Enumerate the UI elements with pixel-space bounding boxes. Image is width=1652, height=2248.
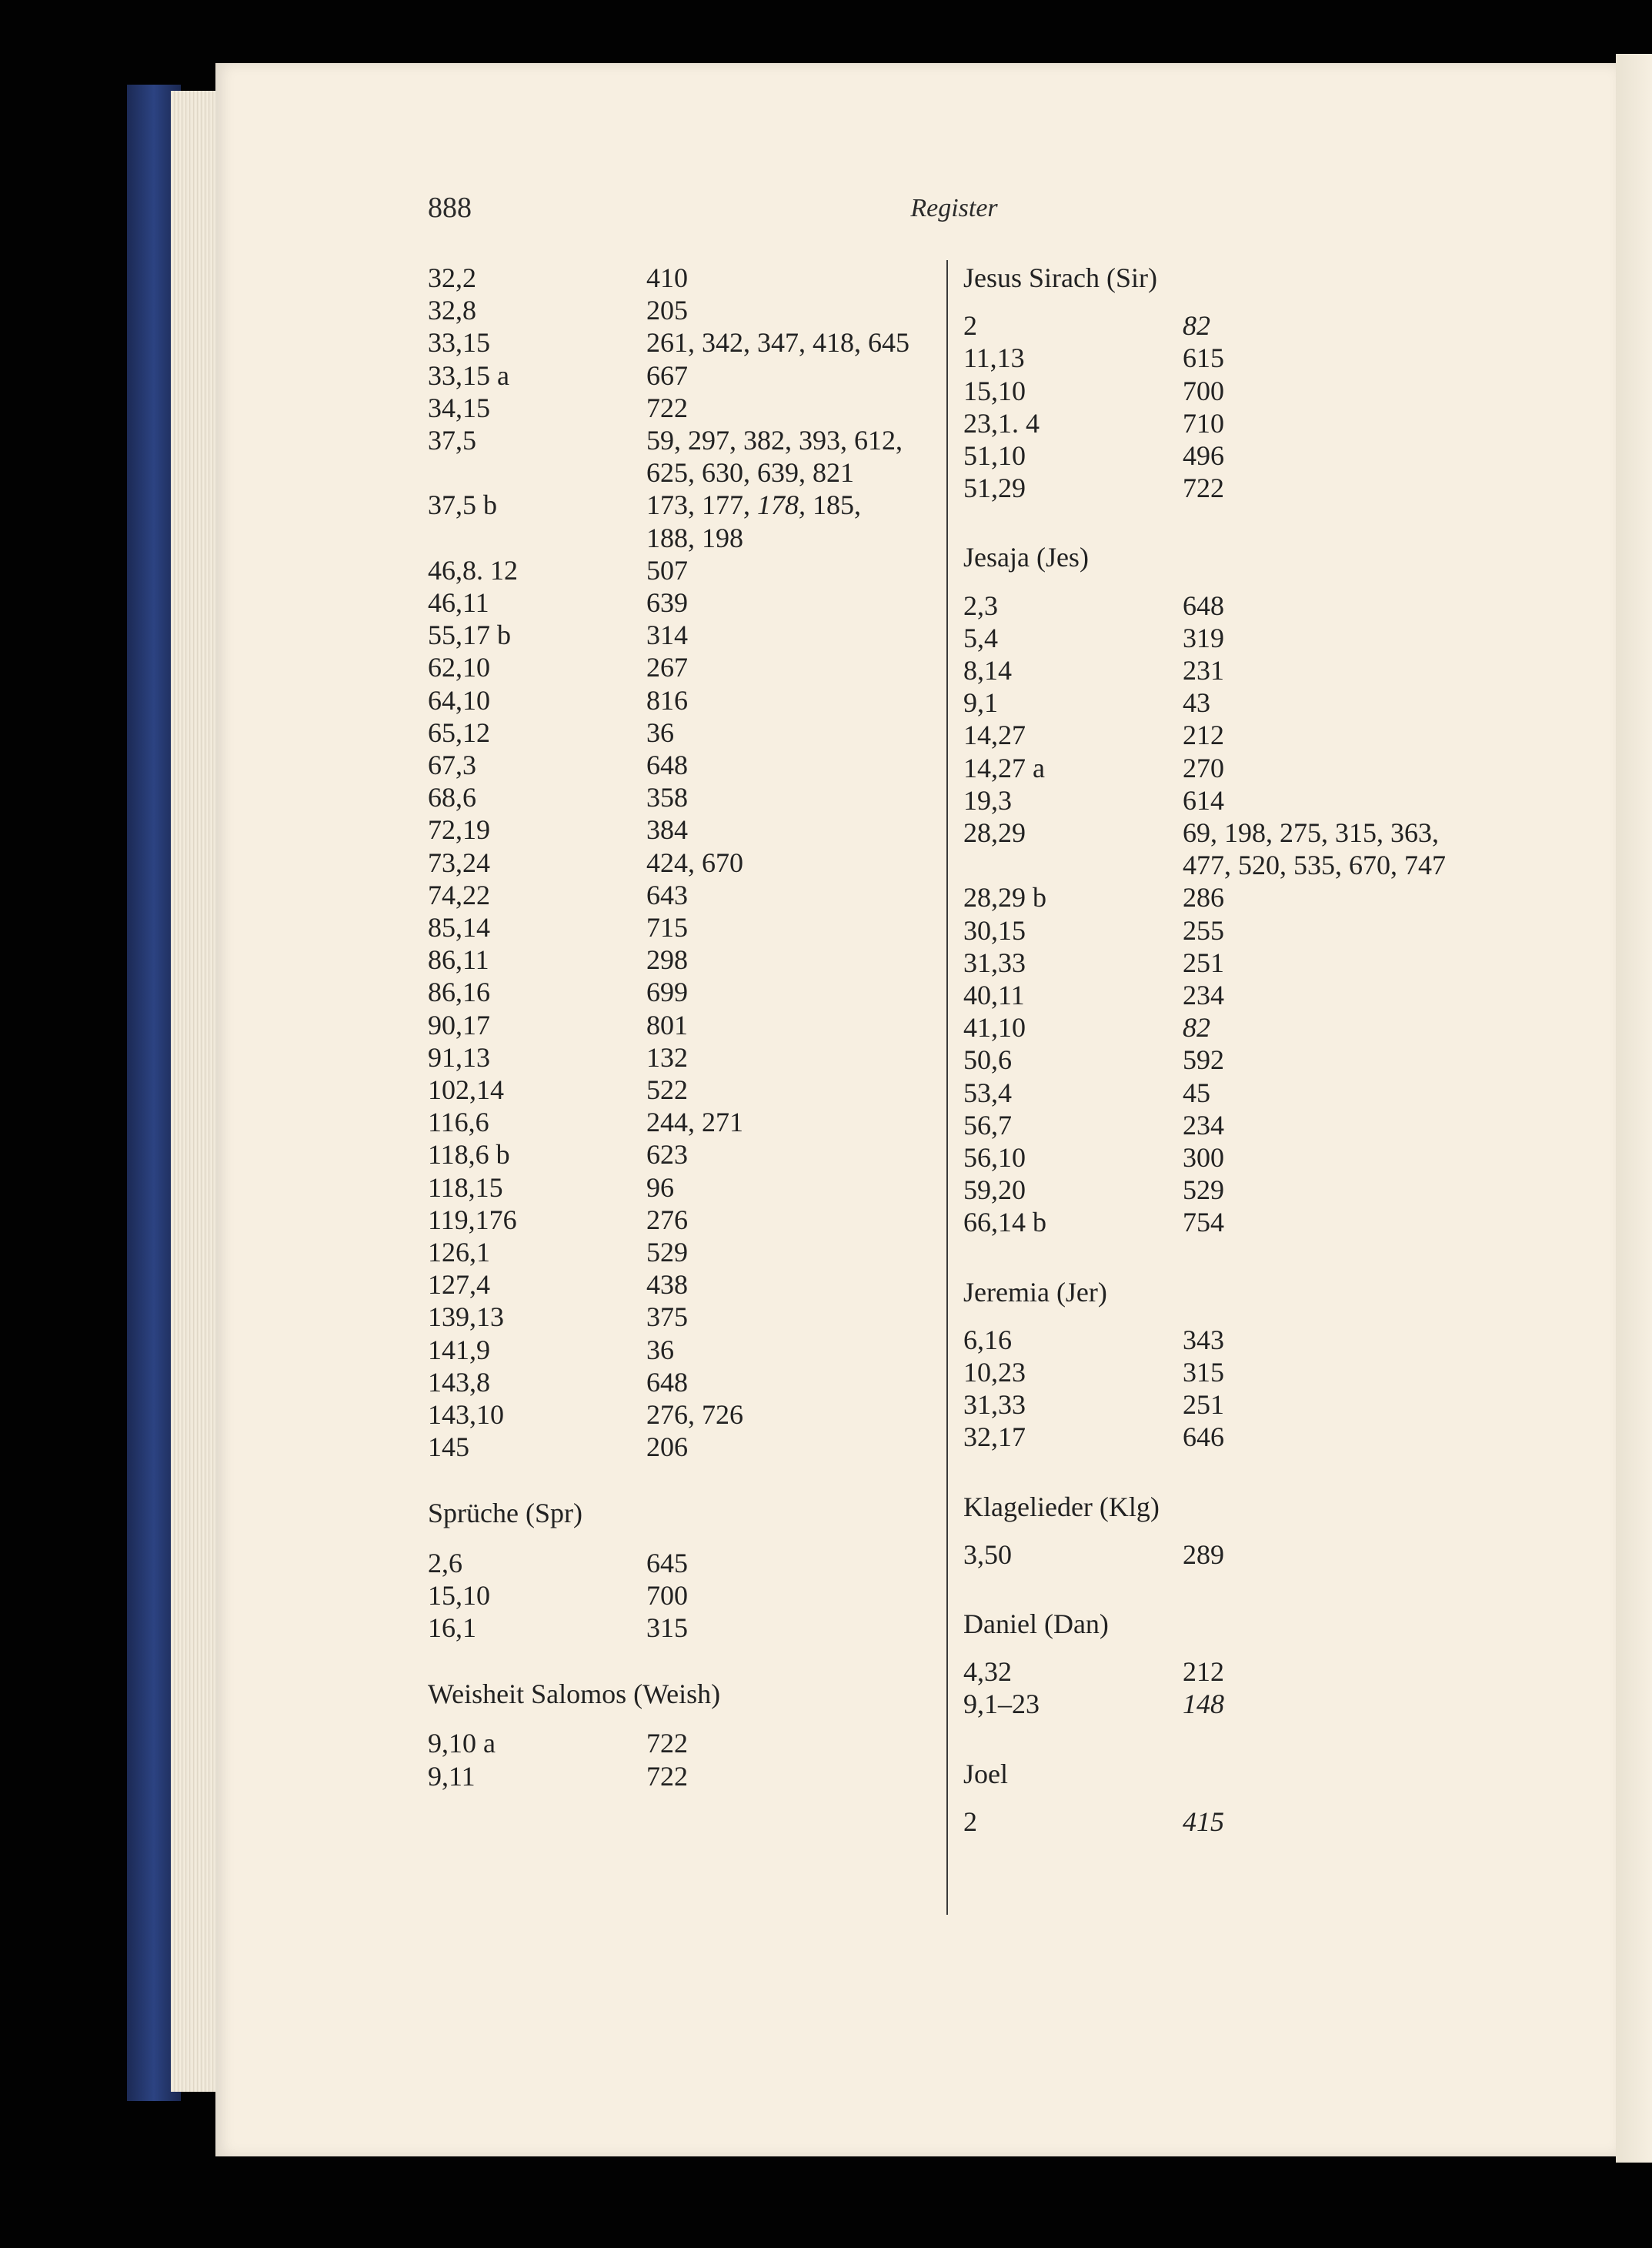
page-references: 82 (1183, 310, 1210, 342)
verse-reference: 2,3 (963, 590, 998, 621)
verse-reference: 3,50 (963, 1538, 1012, 1570)
italic-page-reference: 178, (757, 489, 806, 521)
page-references: 173, 177, 178, 185, (646, 489, 861, 521)
verse-reference: 28,29 b (963, 882, 1046, 914)
page-references: 358 (646, 782, 688, 813)
verse-reference: 5,4 (963, 622, 998, 653)
page-references: 270 (1183, 752, 1224, 783)
verse-reference: 28,29 (963, 817, 1026, 848)
page-references: 69, 198, 275, 315, 363, (1183, 817, 1439, 848)
verse-reference: 145 (428, 1431, 469, 1463)
page-references: 754 (1183, 1207, 1224, 1238)
verse-reference: 8,14 (963, 655, 1012, 686)
verse-reference: 23,1. 4 (963, 407, 1040, 439)
verse-reference: 32,17 (963, 1421, 1026, 1453)
page-references: 646 (1183, 1421, 1224, 1453)
page-references: 529 (1183, 1174, 1224, 1206)
verse-reference: 37,5 b (428, 489, 497, 521)
page-references: 477, 520, 535, 670, 747 (1183, 850, 1446, 881)
verse-reference: 56,7 (963, 1109, 1012, 1141)
verse-reference: 55,17 b (428, 620, 511, 651)
page-references: 648 (646, 750, 688, 780)
verse-reference: 2 (963, 310, 977, 342)
verse-reference: 86,11 (428, 944, 489, 976)
page-references: 261, 342, 347, 418, 645 (646, 327, 909, 359)
verse-reference: 127,4 (428, 1269, 490, 1301)
page-references: 722 (646, 1760, 688, 1792)
verse-reference: 32,8 (428, 295, 476, 326)
page-references: 623 (646, 1139, 688, 1171)
page-references: 45 (1183, 1077, 1210, 1108)
page-reference-tail: 185, (806, 489, 861, 521)
verse-reference: 34,15 (428, 392, 490, 423)
page-references: 36 (646, 1334, 674, 1365)
page-references: 267 (646, 652, 688, 683)
verse-reference: 9,11 (428, 1760, 476, 1792)
page-references: 667 (646, 359, 688, 391)
page-references: 592 (1183, 1044, 1224, 1076)
verse-reference: 118,6 b (428, 1139, 510, 1171)
verse-reference: 33,15 (428, 327, 490, 359)
verse-reference: 33,15 a (428, 359, 509, 391)
page-references: 286 (1183, 882, 1224, 914)
verse-reference: 37,5 (428, 425, 476, 456)
page-references: 424, 670 (646, 847, 743, 878)
verse-reference: 141,9 (428, 1334, 490, 1365)
section-heading: Klagelieder (Klg) (963, 1491, 1160, 1522)
page-references: 36 (646, 716, 674, 748)
page-references: 615 (1183, 342, 1224, 374)
verse-reference: 73,24 (428, 847, 490, 878)
page-references: 244, 271 (646, 1107, 743, 1138)
page-references: 206 (646, 1431, 688, 1463)
verse-reference: 50,6 (963, 1044, 1012, 1076)
verse-reference: 116,6 (428, 1107, 489, 1138)
page-references: 132 (646, 1041, 688, 1073)
page-references: 522 (646, 1074, 688, 1105)
verse-reference: 72,19 (428, 814, 490, 846)
page-references: 205 (646, 295, 688, 326)
page-references: 645 (646, 1547, 688, 1578)
verse-reference: 4,32 (963, 1656, 1012, 1688)
verse-reference: 14,27 (963, 720, 1026, 751)
page-references: 212 (1183, 1656, 1224, 1688)
verse-reference: 46,11 (428, 587, 489, 618)
verse-reference: 86,16 (428, 977, 490, 1008)
verse-reference: 91,13 (428, 1041, 490, 1073)
page-references: 816 (646, 684, 688, 716)
section-heading: Daniel (Dan) (963, 1608, 1109, 1639)
page-references: 234 (1183, 1109, 1224, 1141)
column-divider (946, 260, 948, 1915)
page-references: 438 (646, 1269, 688, 1301)
page-references: 231 (1183, 655, 1224, 686)
verse-reference: 85,14 (428, 912, 490, 943)
verse-reference: 62,10 (428, 652, 490, 683)
verse-reference: 51,10 (963, 440, 1026, 471)
page-references: 276 (646, 1204, 688, 1235)
page-references: 614 (1183, 784, 1224, 816)
verse-reference: 19,3 (963, 784, 1012, 816)
page-references: 648 (646, 1366, 688, 1398)
verse-reference: 41,10 (963, 1012, 1026, 1044)
page-references: 648 (1183, 590, 1224, 621)
page-references: 625, 630, 639, 821 (646, 457, 854, 489)
page-references: 43 (1183, 687, 1210, 719)
page-references: 314 (646, 620, 688, 651)
page-references: 234 (1183, 980, 1224, 1010)
page-references: 700 (1183, 375, 1224, 406)
verse-reference: 9,1–23 (963, 1689, 1040, 1720)
verse-reference: 64,10 (428, 684, 490, 716)
section-heading: Sprüche (Spr) (428, 1498, 582, 1529)
page-references: 699 (646, 977, 688, 1008)
page-references: 507 (646, 554, 688, 586)
verse-reference: 40,11 (963, 980, 1025, 1010)
verse-reference: 9,10 a (428, 1728, 496, 1759)
page-references: 300 (1183, 1142, 1224, 1173)
verse-reference: 68,6 (428, 782, 476, 813)
page-references: 251 (1183, 1389, 1224, 1421)
verse-reference: 51,29 (963, 473, 1026, 504)
page-references: 722 (646, 1728, 688, 1759)
page-references: 496 (1183, 440, 1224, 471)
page-references: 715 (646, 912, 688, 943)
verse-reference: 11,13 (963, 342, 1025, 374)
page-references: 251 (1183, 947, 1224, 978)
verse-reference: 10,23 (963, 1357, 1026, 1388)
verse-reference: 32,2 (428, 262, 476, 293)
page-references: 410 (646, 262, 688, 293)
page-references: 801 (646, 1009, 688, 1040)
verse-reference: 74,22 (428, 879, 490, 910)
section-heading: Jesaja (Jes) (963, 542, 1089, 573)
page-references: 59, 297, 382, 393, 612, (646, 425, 903, 456)
page-number: 888 (428, 192, 472, 224)
verse-reference: 30,15 (963, 914, 1026, 946)
page-references: 375 (646, 1301, 688, 1333)
page-references: 315 (1183, 1357, 1224, 1388)
verse-reference: 2,6 (428, 1547, 462, 1578)
book-page (215, 63, 1616, 2156)
page-references: 212 (1183, 720, 1224, 751)
page-references: 529 (646, 1237, 688, 1268)
page-references: 276, 726 (646, 1399, 743, 1430)
page-references: 384 (646, 814, 688, 846)
verse-reference: 9,1 (963, 687, 998, 719)
verse-reference: 102,14 (428, 1074, 504, 1105)
facing-page-edge (1616, 54, 1652, 2163)
page-references: 415 (1183, 1805, 1224, 1837)
verse-reference: 126,1 (428, 1237, 490, 1268)
section-heading: Joel (963, 1758, 1008, 1789)
verse-reference: 2 (963, 1805, 977, 1837)
verse-reference: 119,176 (428, 1204, 517, 1235)
page-references: 315 (646, 1612, 688, 1643)
verse-reference: 143,8 (428, 1366, 490, 1398)
verse-reference: 15,10 (428, 1579, 490, 1611)
section-heading: Jeremia (Jer) (963, 1276, 1107, 1308)
page-references: 700 (646, 1579, 688, 1611)
page-references: 643 (646, 879, 688, 910)
verse-reference: 139,13 (428, 1301, 504, 1333)
verse-reference: 67,3 (428, 750, 476, 780)
section-heading: Weisheit Salomos (Weish) (428, 1678, 721, 1710)
verse-reference: 15,10 (963, 375, 1026, 406)
verse-reference: 118,15 (428, 1171, 503, 1203)
running-title: Register (910, 194, 998, 222)
page-references: 639 (646, 587, 688, 618)
page-references: 722 (1183, 473, 1224, 504)
page-references: 289 (1183, 1538, 1224, 1570)
page-references: 255 (1183, 914, 1224, 946)
verse-reference: 65,12 (428, 716, 490, 748)
verse-reference: 143,10 (428, 1399, 504, 1430)
page-references: 343 (1183, 1324, 1224, 1355)
page-edges (171, 91, 220, 2092)
verse-reference: 59,20 (963, 1174, 1026, 1206)
page-references: 319 (1183, 622, 1224, 653)
verse-reference: 16,1 (428, 1612, 476, 1643)
page-references: 298 (646, 944, 688, 976)
verse-reference: 31,33 (963, 947, 1026, 978)
page-references: 148 (1183, 1689, 1224, 1720)
verse-reference: 53,4 (963, 1077, 1012, 1108)
page-references: 82 (1183, 1012, 1210, 1044)
page-references: 188, 198 (646, 522, 743, 553)
section-heading: Jesus Sirach (Sir) (963, 262, 1157, 293)
page-references: 710 (1183, 407, 1224, 439)
verse-reference: 66,14 b (963, 1207, 1046, 1238)
verse-reference: 90,17 (428, 1009, 490, 1040)
verse-reference: 31,33 (963, 1389, 1026, 1421)
verse-reference: 14,27 a (963, 752, 1045, 783)
page-references: 96 (646, 1171, 674, 1203)
verse-reference: 6,16 (963, 1324, 1012, 1355)
verse-reference: 56,10 (963, 1142, 1026, 1173)
verse-reference: 46,8. 12 (428, 554, 518, 586)
page-references: 722 (646, 392, 688, 423)
